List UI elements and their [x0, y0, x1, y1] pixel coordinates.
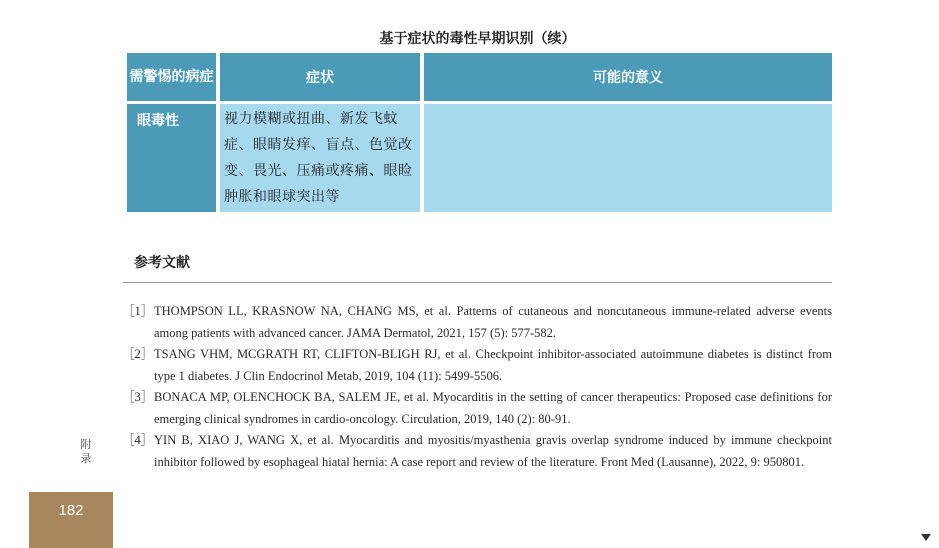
page-number-box [29, 492, 113, 548]
reference-item [122, 430, 832, 473]
toxicity-table [123, 53, 836, 212]
appendix-label-text: 附 录 [80, 438, 92, 465]
reference-list [122, 301, 832, 473]
reference-item [122, 301, 832, 344]
table-row [127, 104, 832, 212]
cell-meaning [424, 104, 832, 212]
reference-number: ［4］ [122, 433, 154, 447]
header-meaning: 可能的意义 [424, 53, 832, 104]
reference-number: ［1］ [122, 304, 154, 318]
reference-number: ［3］ [122, 390, 154, 404]
heading-divider [123, 282, 832, 283]
header-symptoms: 症状 [220, 53, 420, 104]
reference-text: TSANG VHM, MCGRATH RT, CLIFTON-BLIGH RJ, et al. Checkpoint inhibitor-associated autoimmune diabetes is distinct from type 1 diabetes. J Clin Endocrinol Metab, 2019, 104 (11): 5499-5506. [154, 347, 832, 383]
page-number: 182 [58, 502, 84, 519]
appendix-side-label [76, 438, 96, 466]
reference-text: YIN B, XIAO J, WANG X, et al. Myocarditis and myositis/myasthenia gravis overlap syndrome induced by immune checkpoint inhibitor followed by esophageal hiatal hernia: A case report and review of the literature. Front Med (Lausanne), 2022, 9: 950801. [154, 433, 832, 469]
reference-number: ［2］ [122, 347, 154, 361]
references-heading: 参考文献 [134, 255, 190, 271]
reference-text: BONACA MP, OLENCHOCK BA, SALEM JE, et al. Myocarditis in the setting of cancer therapeutics: Proposed case definitions for emerging clinical syndromes in cardio-oncology. Circulation, 2019, 140 (2): 80-91. [154, 390, 832, 426]
cell-condition: 眼毒性 [127, 104, 216, 212]
reference-item [122, 387, 832, 430]
reference-text: THOMPSON LL, KRASNOW NA, CHANG MS, et al. Patterns of cutaneous and noncutaneous immune-related adverse events among patients with advanced cancer. JAMA Dermatol, 2021, 157 (5): 577-582. [154, 304, 832, 340]
table-title: 基于症状的毒性早期识别（续） [379, 31, 576, 47]
header-condition: 需警惕的病症 [127, 53, 216, 104]
table-header-row [127, 53, 832, 104]
cell-symptoms: 视力模糊或扭曲、新发飞蚊症、眼睛发痒、盲点、色觉改变、畏光、压痛或疼痛、眼睑肿胀和眼球突出等 [220, 104, 420, 212]
top-bar [0, 0, 939, 14]
reference-item [122, 344, 832, 387]
triangle-down-icon[interactable] [921, 534, 931, 541]
